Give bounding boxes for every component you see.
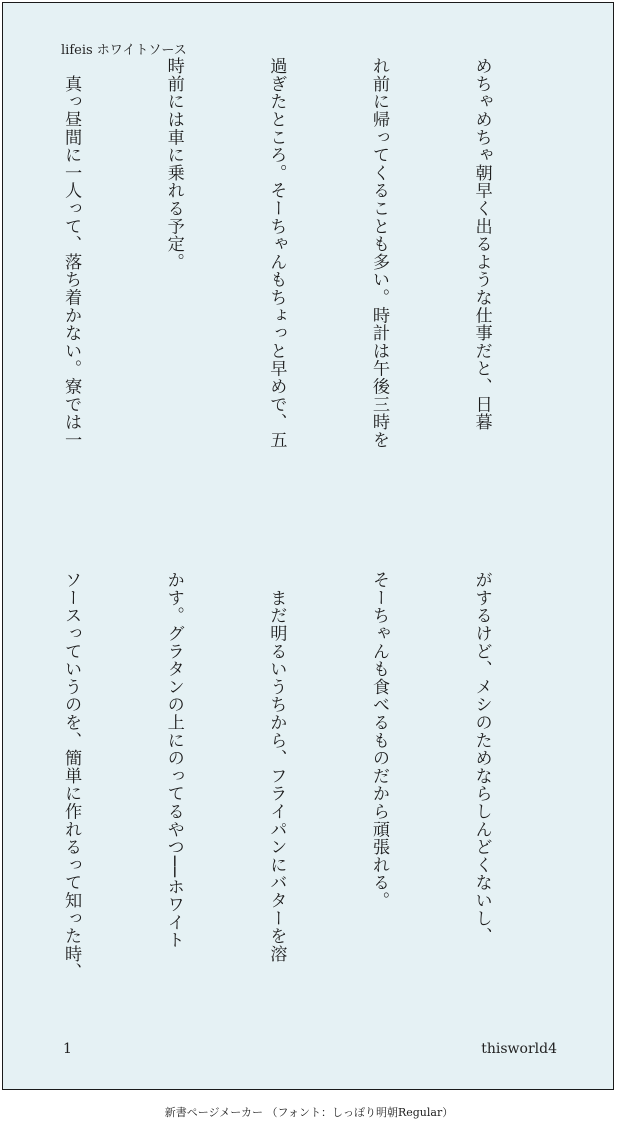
- text-column-bottom: [0, 571, 567, 981]
- generator-caption: 新書ページメーカー （フォント：しっぽり明朝Regular）: [164, 1106, 454, 1119]
- text-column-top: [0, 57, 567, 521]
- text-line: まだ明るいうちから、フライパンにバターを溶: [266, 571, 287, 963]
- text-line: 過ぎたところ。そーちゃんもちょっと早めで、五: [266, 57, 287, 449]
- text-line: がするけど、メシのためならしんどくないし、: [471, 571, 492, 945]
- text-line: 真っ昼間に一人って、落ち着かない。寮では一: [61, 57, 82, 449]
- text-line: かす。グラタンの上にのってるやつ──ホワイト: [163, 571, 184, 949]
- book-page: [2, 2, 614, 1090]
- text-line: 時前には車に乗れる予定。: [163, 57, 184, 271]
- text-line: れ前に帰ってくることも多い。時計は午後三時を: [368, 57, 389, 449]
- page-number: 1: [63, 1041, 72, 1057]
- text-line: そーちゃんも食べるものだから頑張れる。: [368, 571, 389, 910]
- author-name: thisworld4: [481, 1041, 557, 1057]
- text-line: ソースっていうのを、簡単に作れるって知った時、: [61, 571, 82, 981]
- text-line: めちゃめちゃ朝早く出るような仕事だと、日暮: [471, 57, 492, 431]
- running-header: lifeis ホワイトソース: [61, 43, 187, 58]
